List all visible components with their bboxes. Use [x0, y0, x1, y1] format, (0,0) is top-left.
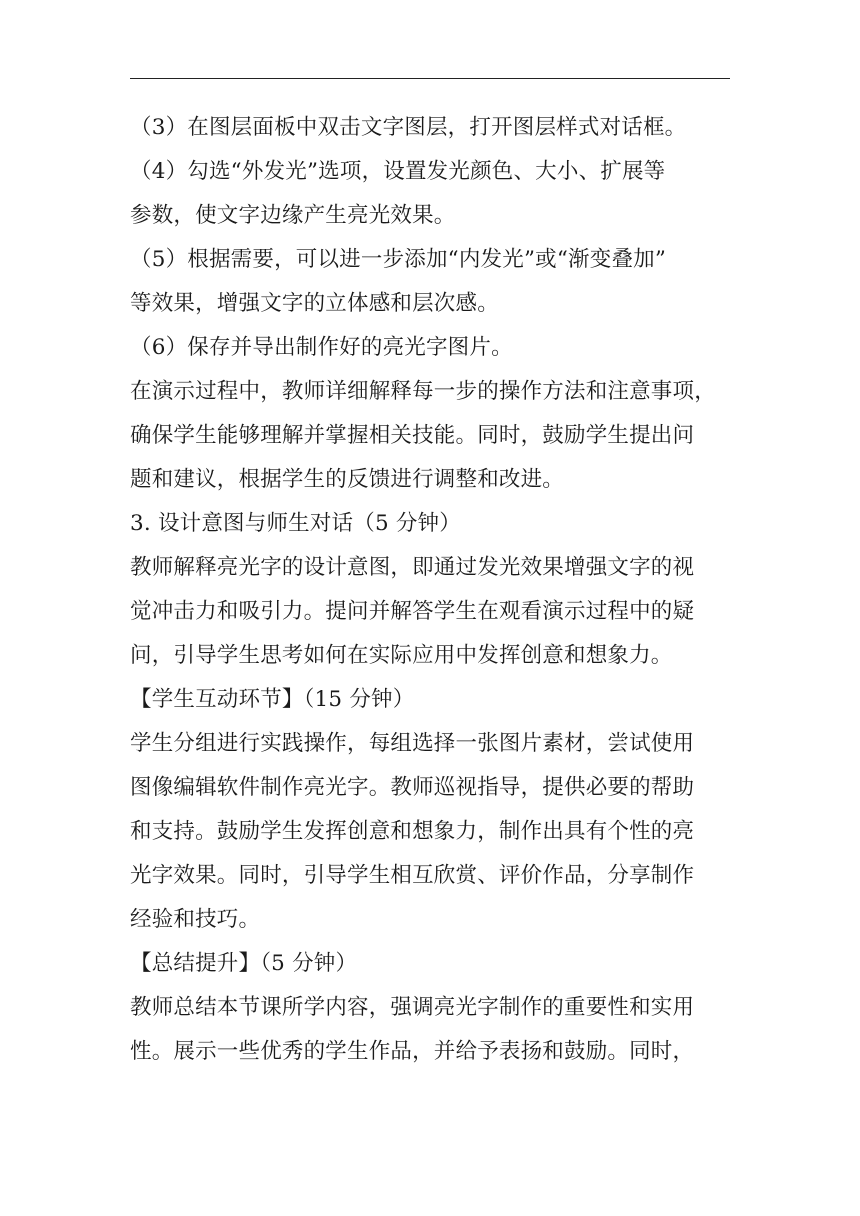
- text-line: 性。展示一些优秀的学生作品，并给予表扬和鼓励。同时，: [130, 1039, 695, 1064]
- text-line: （3）在图层面板中双击文字图层，打开图层样式对话框。: [130, 115, 687, 140]
- text-line: （6）保存并导出制作好的亮光字图片。: [130, 335, 513, 360]
- text-line: 光字效果。同时，引导学生相互欣赏、评价作品，分享制作: [130, 863, 695, 888]
- text-line: 问，引导学生思考如何在实际应用中发挥创意和想象力。: [130, 643, 673, 668]
- text-line: 教师总结本节课所学内容，强调亮光字制作的重要性和实用: [130, 995, 695, 1020]
- text-line: 确保学生能够理解并掌握相关技能。同时，鼓励学生提出问: [130, 423, 695, 448]
- text-line: 和支持。鼓励学生发挥创意和想象力，制作出具有个性的亮: [130, 819, 695, 844]
- header-rule: [130, 78, 730, 79]
- text-line: 题和建议，根据学生的反馈进行调整和改进。: [130, 467, 565, 492]
- text-line: （5）根据需要，可以进一步添加“内发光”或“渐变叠加”: [130, 247, 667, 272]
- document-body: [130, 106, 730, 1074]
- text-line: 在演示过程中，教师详细解释每一步的操作方法和注意事项，: [130, 379, 716, 404]
- text-line: 参数，使文字边缘产生亮光效果。: [130, 203, 456, 228]
- text-line: 图像编辑软件制作亮光字。教师巡视指导，提供必要的帮助: [130, 775, 695, 800]
- text-line: 觉冲击力和吸引力。提问并解答学生在观看演示过程中的疑: [130, 599, 695, 624]
- text-line: 等效果，增强文字的立体感和层次感。: [130, 291, 499, 316]
- section-heading: 【总结提升】（5 分钟）: [130, 951, 358, 976]
- text-line: 教师解释亮光字的设计意图，即通过发光效果增强文字的视: [130, 555, 695, 580]
- section-heading: 3. 设计意图与师生对话（5 分钟）: [130, 511, 461, 536]
- text-line: （4）勾选“外发光”选项，设置发光颜色、大小、扩展等: [130, 159, 666, 184]
- text-line: 经验和技巧。: [130, 907, 261, 932]
- section-heading: 【学生互动环节】（15 分钟）: [130, 687, 415, 712]
- text-line: 学生分组进行实践操作，每组选择一张图片素材，尝试使用: [130, 731, 695, 756]
